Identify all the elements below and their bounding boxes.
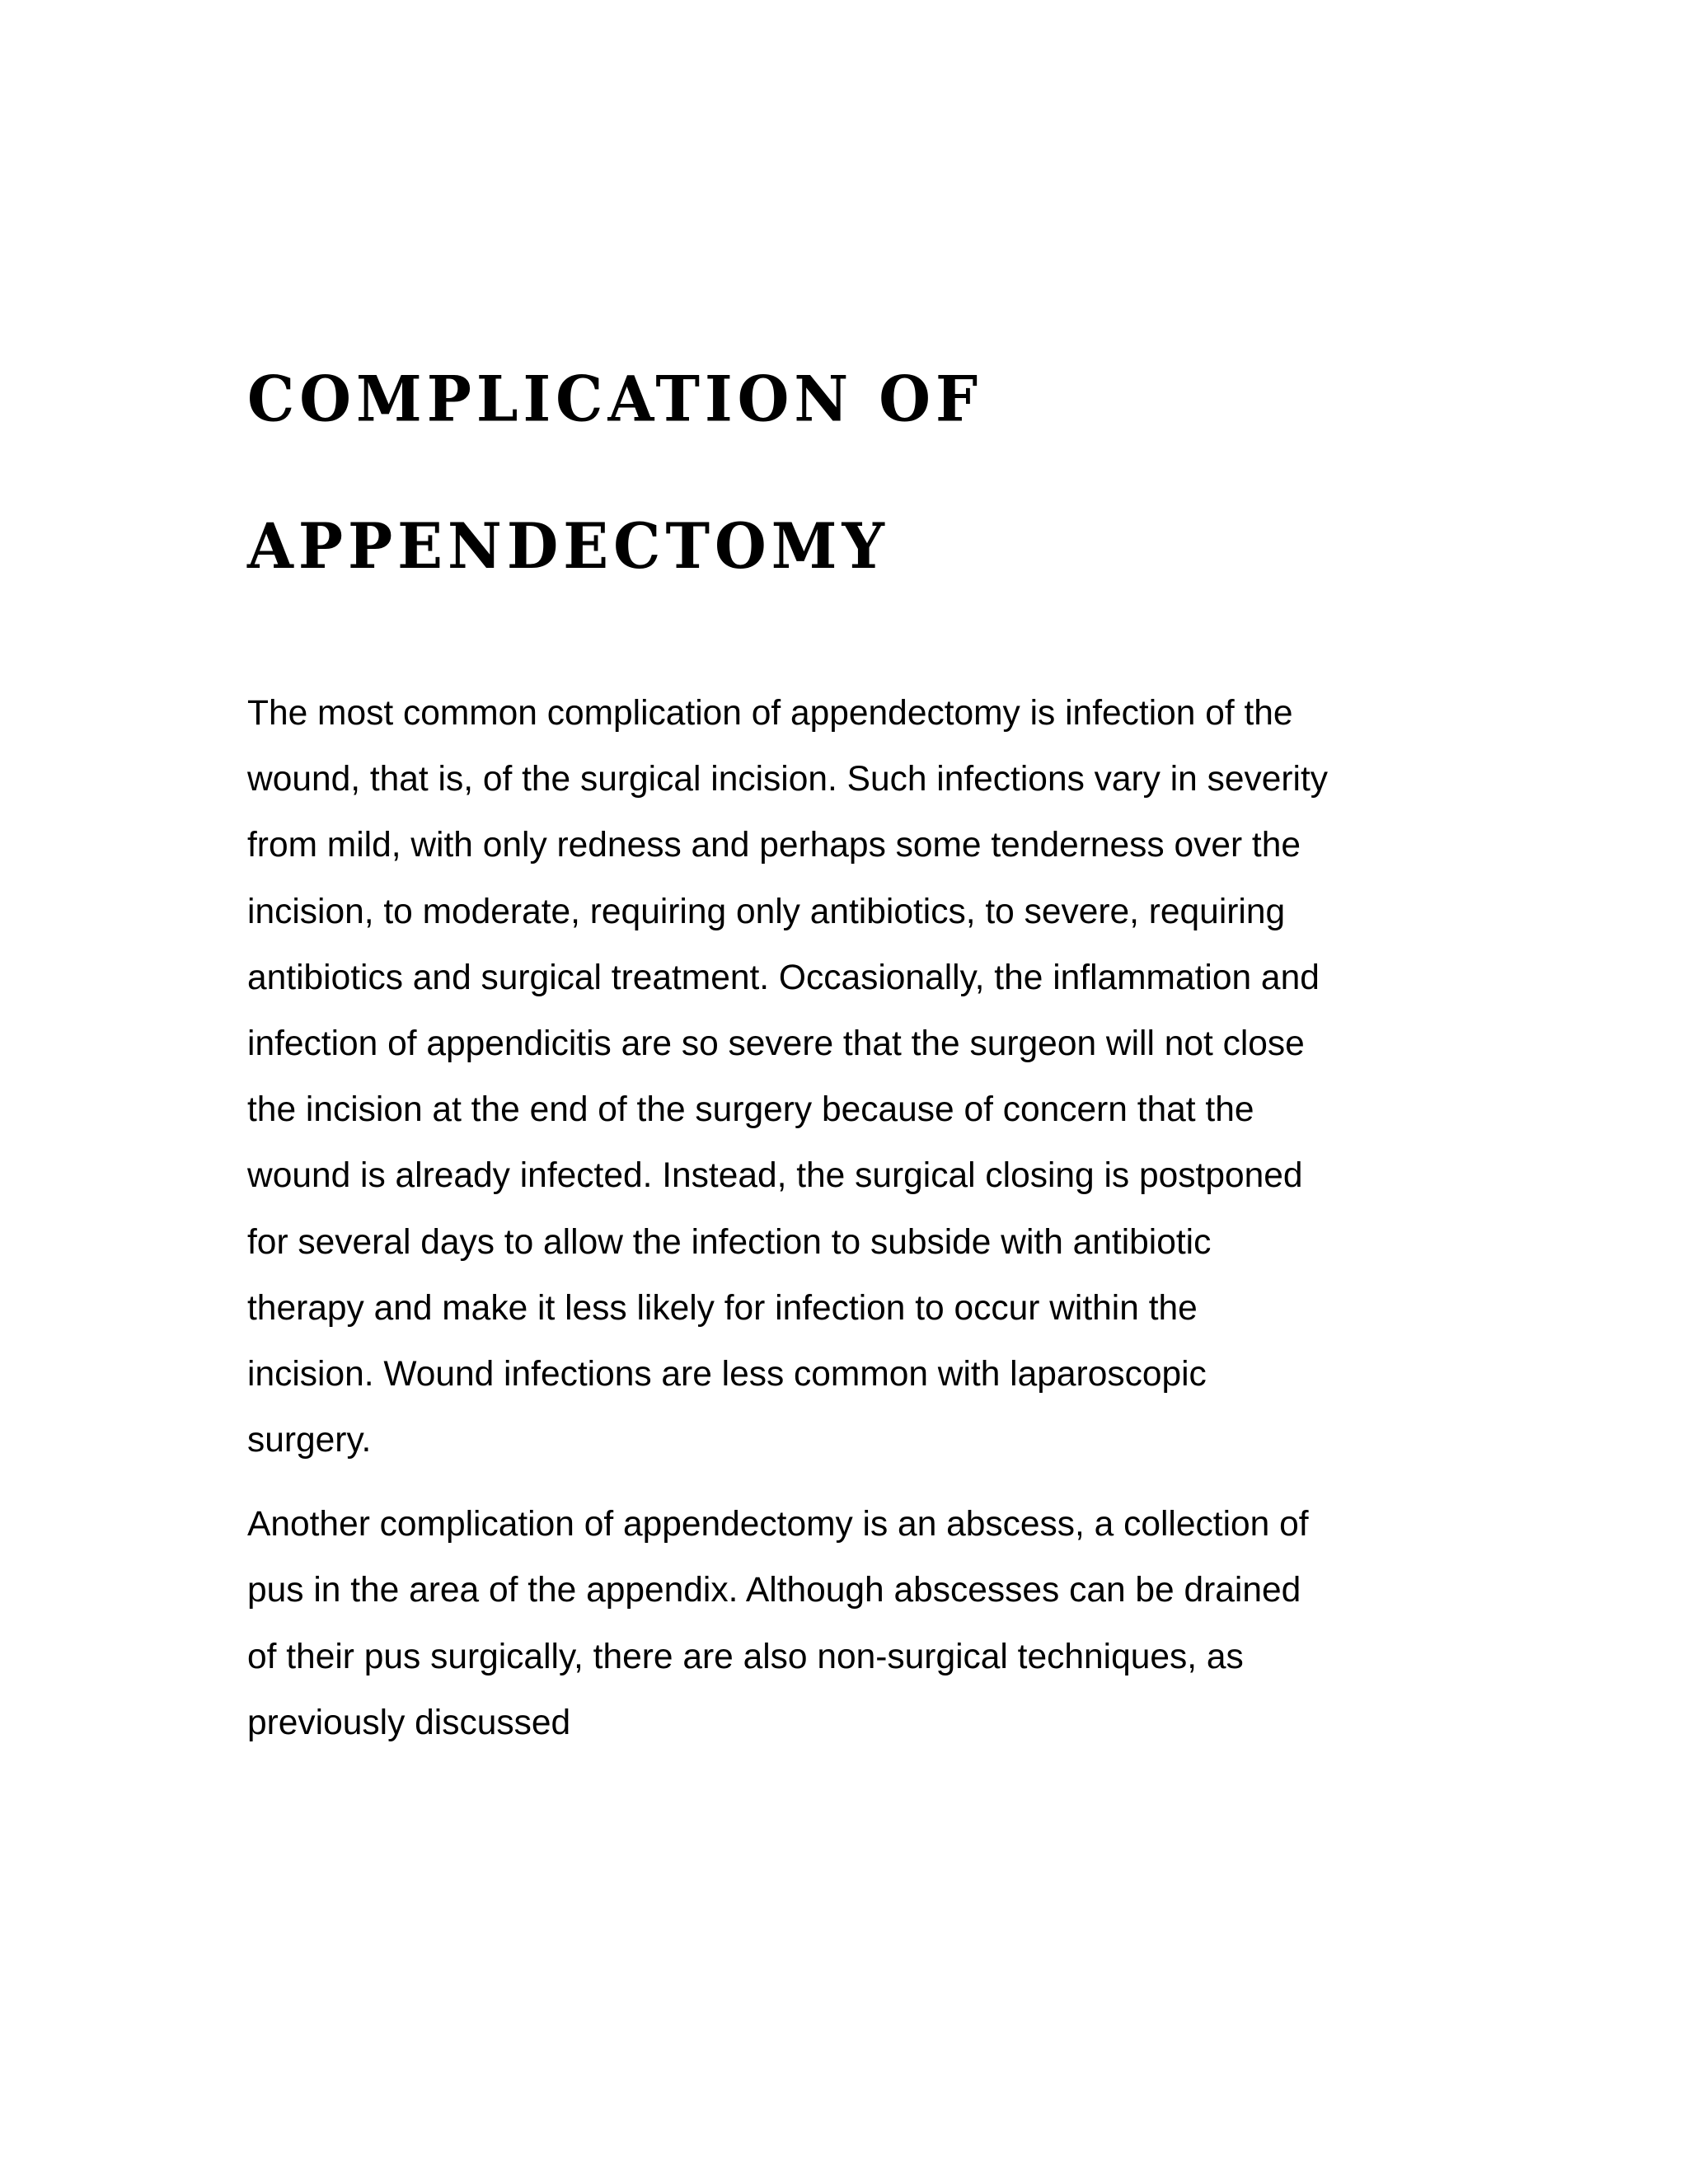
page-title: [247, 326, 1459, 620]
text-line: the incision at the end of the surgery because of concern that the: [247, 1090, 1254, 1130]
text-line: incision, to moderate, requiring only antibiotics, to severe, requiring: [247, 892, 1286, 931]
text-line: antibiotics and surgical treatment. Occasionally, the inflammation and: [247, 958, 1320, 997]
text-line: pus in the area of the appendix. Although abscesses can be drained: [247, 1571, 1301, 1610]
text-line: previously discussed: [247, 1703, 571, 1742]
text-line: infection of appendicitis are so severe that the surgeon will not close: [247, 1024, 1305, 1063]
text-line: of their pus surgically, there are also non-surgical techniques, as: [247, 1637, 1244, 1676]
paragraph-wound-infection: [247, 681, 1459, 1474]
title-line-2: APPENDECTOMY: [247, 509, 889, 583]
text-line: for several days to allow the infection to subside with antibiotic: [247, 1222, 1212, 1262]
text-line: surgery.: [247, 1421, 372, 1460]
text-line: therapy and make it less likely for infection to occur within the: [247, 1288, 1198, 1328]
text-line: Another complication of appendectomy is an abscess, a collection of: [247, 1505, 1309, 1544]
text-line: incision. Wound infections are less common with laparoscopic: [247, 1354, 1207, 1394]
text-line: wound is already infected. Instead, the surgical closing is postponed: [247, 1156, 1303, 1196]
document-content: [247, 326, 1459, 1756]
text-line: wound, that is, of the surgical incision. Such infections vary in severity: [247, 760, 1329, 799]
text-line: The most common complication of appendectomy is infection of the: [247, 694, 1293, 733]
paragraph-abscess: [247, 1492, 1459, 1756]
title-line-1: COMPLICATION OF: [247, 362, 983, 436]
text-line: from mild, with only redness and perhaps some tenderness over the: [247, 826, 1301, 865]
